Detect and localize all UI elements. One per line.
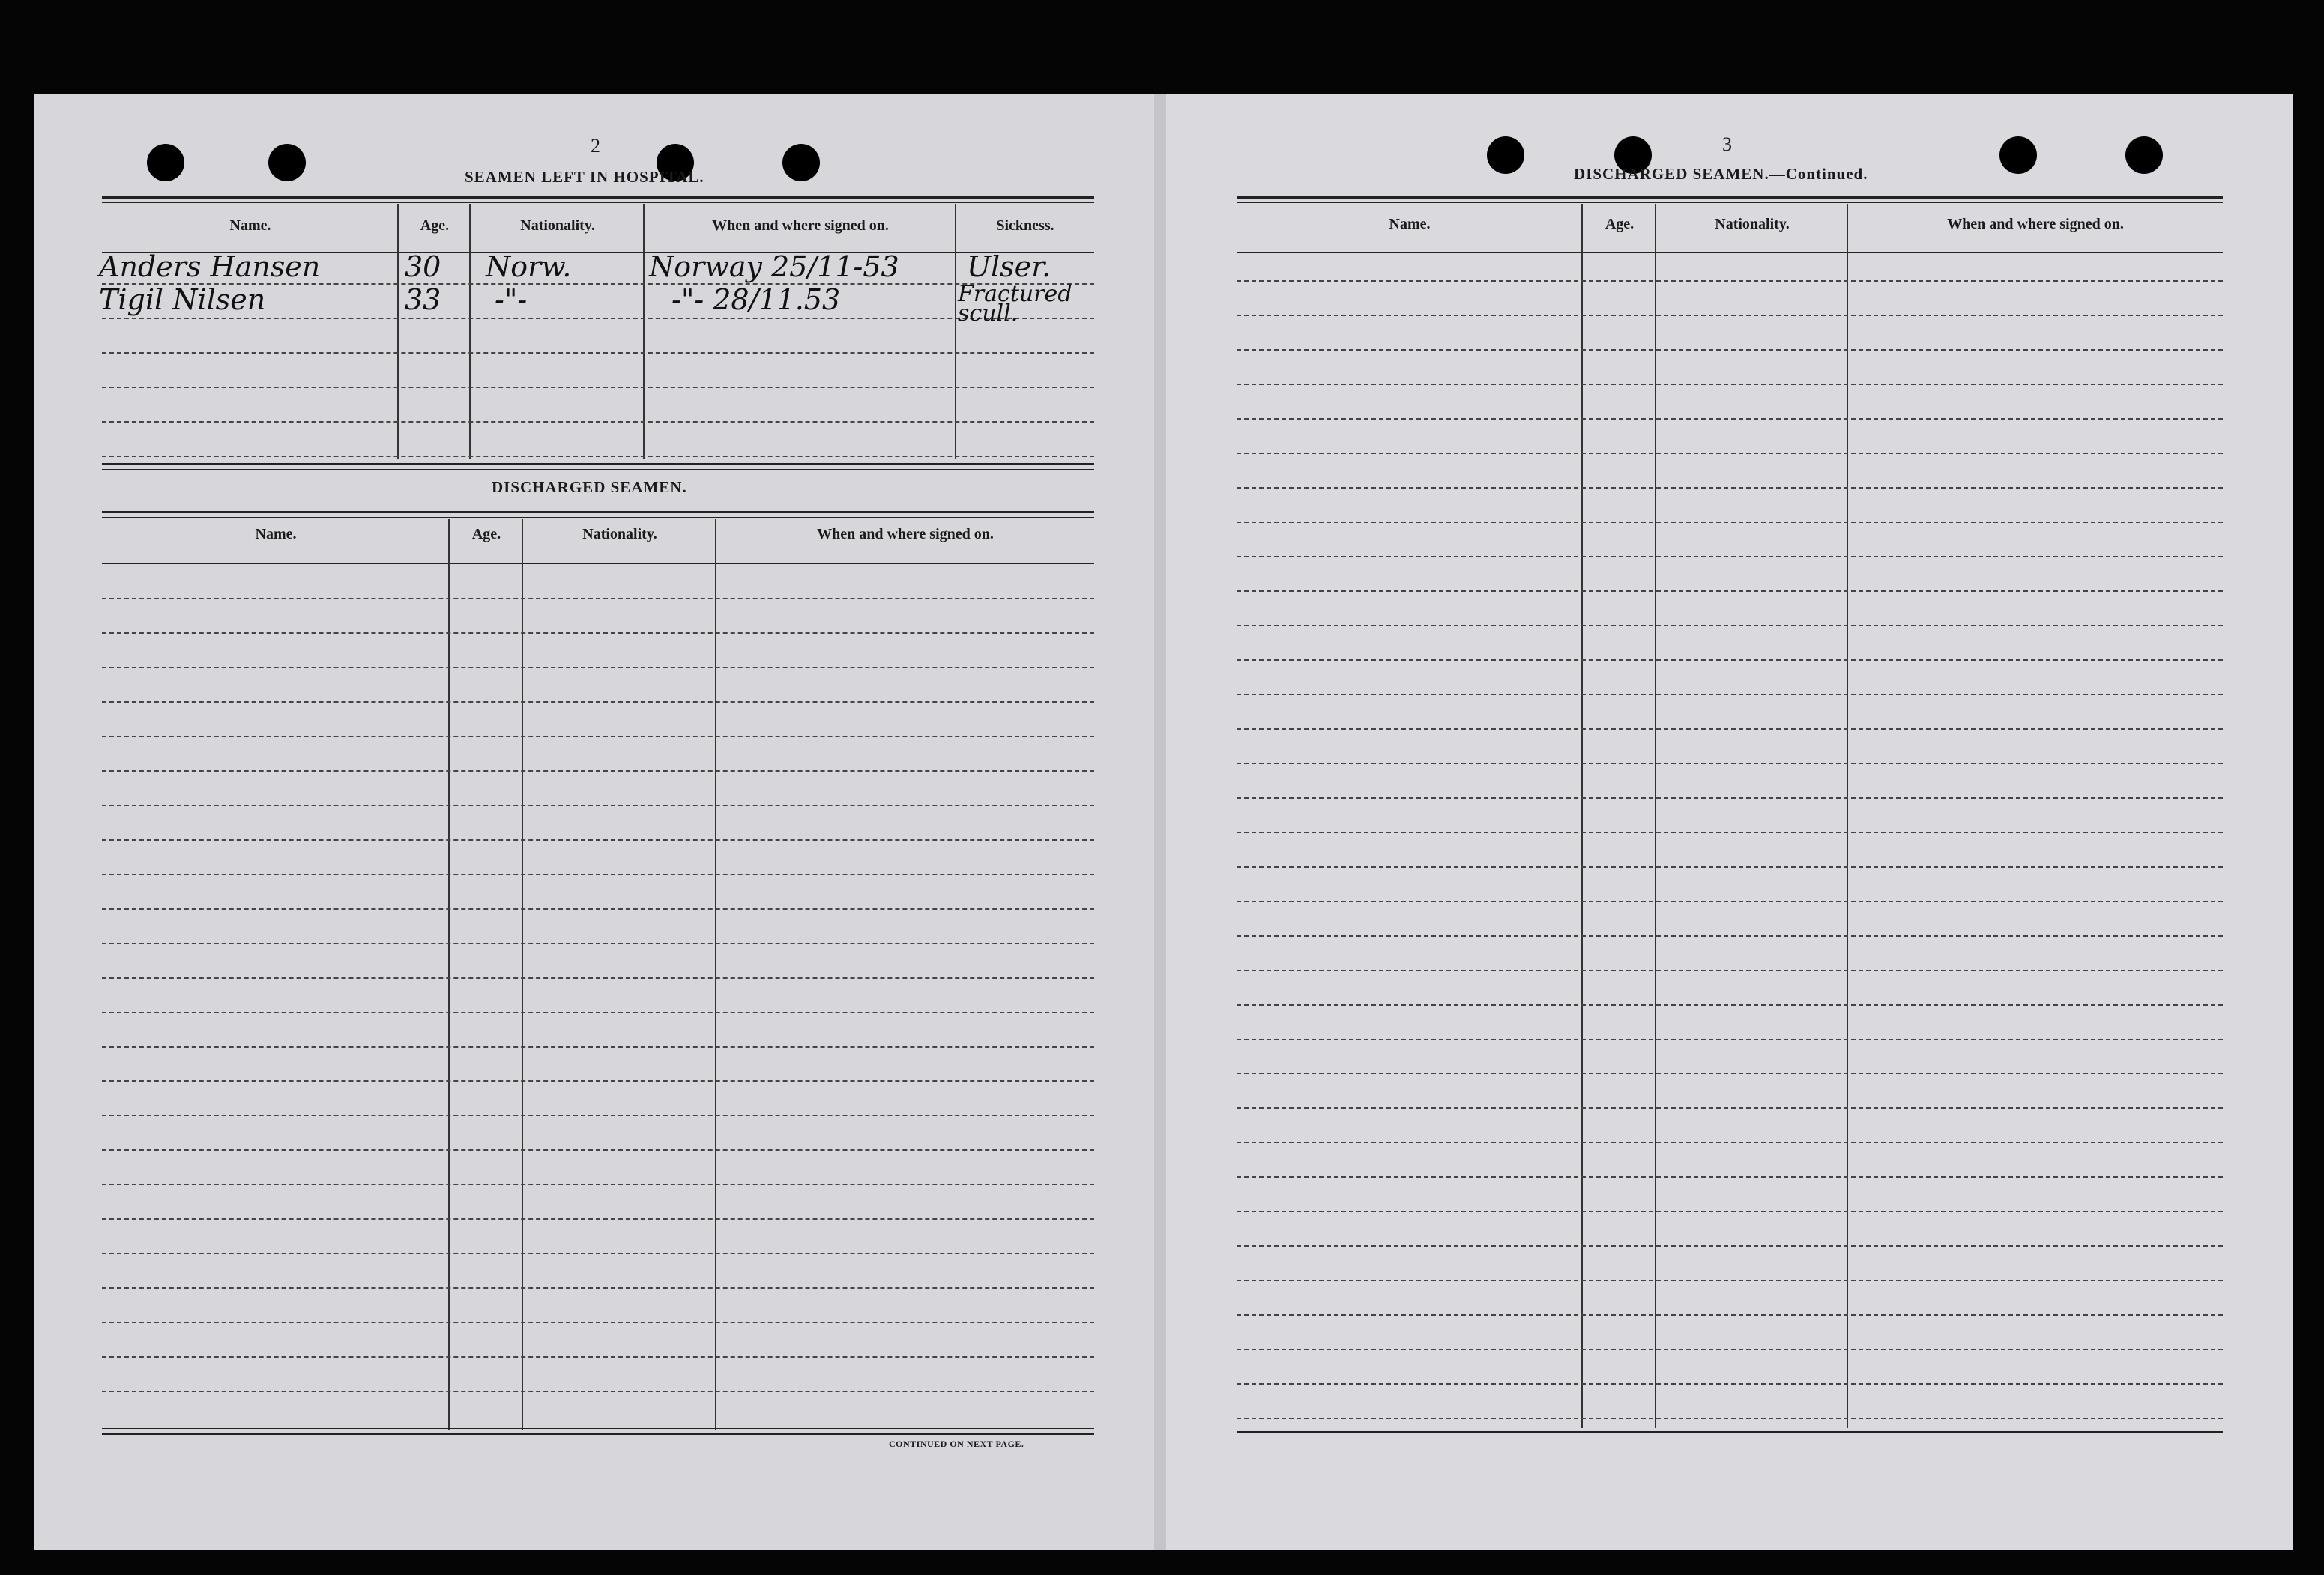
hospital-row-1-name: Anders Hansen (99, 250, 321, 283)
hospital-header-signed-on: When and where signed on. (712, 217, 889, 234)
ruled-line (102, 839, 1094, 841)
ruled-line (1237, 1349, 2223, 1350)
ruled-line (1237, 1211, 2223, 1212)
ruled-line (102, 701, 1094, 703)
ruled-line (1237, 797, 2223, 799)
ruled-line (1237, 522, 2223, 523)
ruled-line (1237, 1039, 2223, 1040)
punch-hole (147, 144, 184, 181)
ruled-line (1237, 1383, 2223, 1385)
hospital-top-rule (102, 196, 1094, 199)
ruled-line (102, 908, 1094, 910)
hospital-row-1-age: 30 (405, 250, 441, 283)
ruled-line (1237, 728, 2223, 730)
ruled-line (1237, 970, 2223, 971)
ruled-line (1237, 1176, 2223, 1178)
ruled-line (102, 1218, 1094, 1220)
ruled-line (102, 874, 1094, 875)
ruled-line (1237, 384, 2223, 385)
ruled-line (1237, 418, 2223, 420)
ruled-line (102, 1080, 1094, 1082)
punch-hole (1487, 136, 1524, 174)
ruled-line (1237, 659, 2223, 661)
ruled-line (102, 456, 1094, 457)
ruled-line (102, 1115, 1094, 1116)
hospital-section-title: SEAMEN LEFT IN HOSPITAL. (465, 168, 704, 186)
ruled-line (1237, 280, 2223, 282)
hospital-row-1-signed-on: Norway 25/11-53 (649, 250, 899, 283)
discharged-header-name: Name. (255, 526, 297, 542)
page-spine (1154, 94, 1166, 1550)
hospital-row-2-age: 33 (405, 283, 441, 316)
ruled-line (102, 1253, 1094, 1254)
ruled-line (102, 598, 1094, 599)
ruled-line (1237, 1142, 2223, 1143)
page-number-right: 3 (1722, 133, 1732, 155)
ruled-line (1237, 453, 2223, 454)
ruled-line (102, 943, 1094, 944)
hospital-header-name: Name. (229, 217, 271, 234)
right-header-signed-on: When and where signed on. (1947, 216, 2124, 232)
ruled-line (1237, 694, 2223, 695)
punch-hole (268, 144, 306, 181)
ruled-line (1237, 1073, 2223, 1074)
hospital-header-sickness: Sickness. (996, 217, 1054, 234)
ruled-line (1237, 315, 2223, 316)
ruled-line (1237, 901, 2223, 902)
ruled-line (1237, 1280, 2223, 1281)
ruled-line (102, 805, 1094, 806)
ruled-line (102, 1149, 1094, 1151)
ruled-line (102, 1184, 1094, 1185)
ruled-line (102, 387, 1094, 388)
right-header-age: Age. (1605, 216, 1635, 232)
ruled-line (1237, 590, 2223, 592)
ruled-line (1237, 625, 2223, 626)
hospital-row-1-nationality: Norw. (486, 250, 572, 283)
ruled-line (102, 632, 1094, 634)
punch-hole (2125, 136, 2163, 174)
ruled-line (102, 1391, 1094, 1392)
discharged-section-title: DISCHARGED SEAMEN. (492, 478, 687, 496)
hospital-header-nationality: Nationality. (520, 217, 595, 234)
discharged-header-age: Age. (471, 526, 501, 542)
hospital-row-2-name: Tigil Nilsen (99, 283, 266, 316)
punch-hole (1999, 136, 2037, 174)
ruled-line (102, 770, 1094, 772)
ruled-line (1237, 1004, 2223, 1006)
ruled-line (102, 1012, 1094, 1013)
ruled-line (1237, 935, 2223, 937)
ruled-line (1237, 1418, 2223, 1419)
ruled-line (102, 736, 1094, 737)
ruled-line (102, 667, 1094, 668)
ruled-line (1237, 763, 2223, 764)
ruled-line (1237, 487, 2223, 489)
ruled-line (1237, 1245, 2223, 1247)
ruled-line (102, 1322, 1094, 1323)
discharged-header-signed-on: When and where signed on. (817, 526, 994, 542)
hospital-header-age: Age. (420, 217, 450, 234)
ruled-line (102, 421, 1094, 423)
ruled-line (102, 318, 1094, 319)
ruled-line (1237, 866, 2223, 868)
punch-hole (782, 144, 820, 181)
ruled-line (102, 1287, 1094, 1289)
ruled-line (1237, 1107, 2223, 1109)
page-number-left: 2 (591, 135, 600, 157)
hospital-row-2-signed-on: -"- 28/11.53 (671, 283, 841, 316)
ruled-line (1237, 1314, 2223, 1316)
ruled-line (102, 1356, 1094, 1358)
right-page-title: DISCHARGED SEAMEN.—Continued. (1574, 165, 1868, 183)
hospital-row-2-nationality: -"- (495, 283, 528, 316)
ruled-line (1237, 349, 2223, 351)
ruled-line (1237, 556, 2223, 557)
right-header-nationality: Nationality. (1715, 216, 1790, 232)
continued-footer: CONTINUED ON NEXT PAGE. (889, 1439, 1024, 1449)
ruled-line (1237, 832, 2223, 833)
ruled-line (102, 352, 1094, 354)
ruled-line (102, 977, 1094, 979)
ruled-line (102, 1046, 1094, 1048)
hospital-row-1-sickness: Ulser. (967, 250, 1051, 283)
discharged-header-nationality: Nationality. (582, 526, 657, 542)
right-page (1160, 94, 2293, 1550)
right-header-name: Name. (1389, 216, 1431, 232)
hospital-row-2-sickness: Fractured scull. (958, 281, 1072, 327)
